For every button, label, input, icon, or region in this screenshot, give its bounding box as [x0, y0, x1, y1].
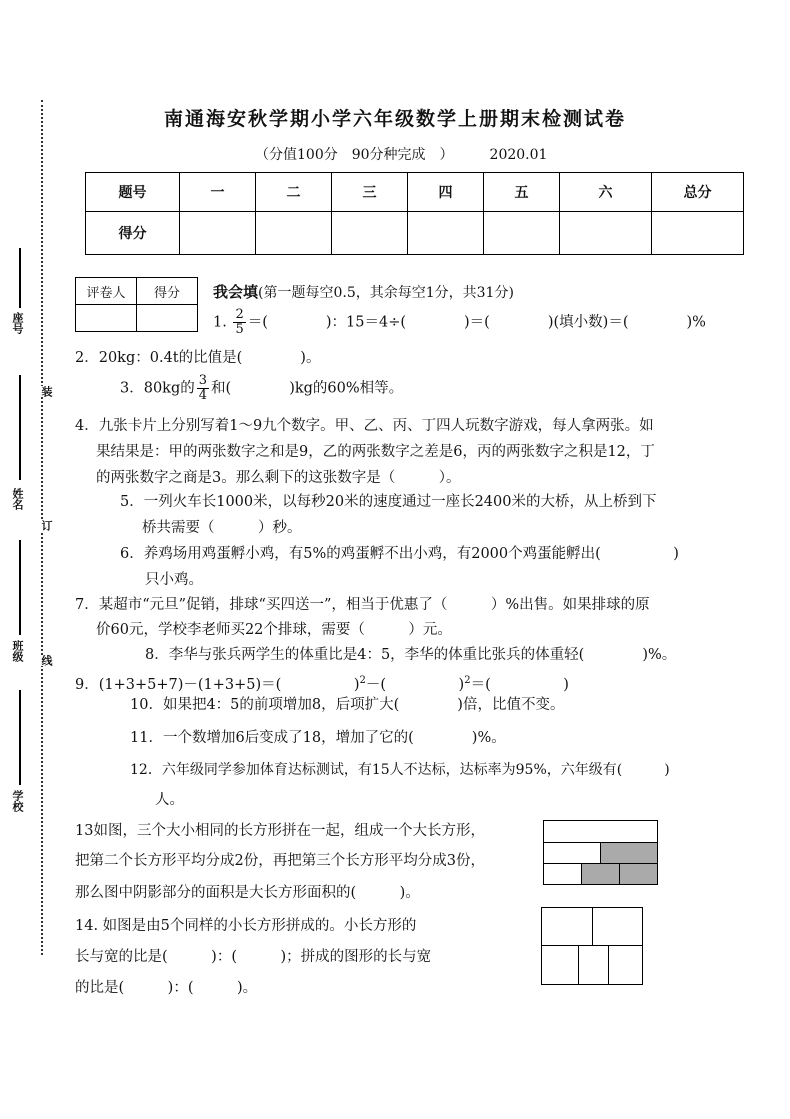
- name-label: 姓名: [11, 488, 24, 510]
- q14-rect-bottom-1: [541, 945, 579, 985]
- question-14-line-1: 14. 如图是由5个同样的小长方形拼成的。小长方形的: [75, 918, 417, 934]
- question-6-line-1: 6．养鸡场用鸡蛋孵小鸡，有5%的鸡蛋孵不出小鸡，有2000个鸡蛋能孵出( ): [120, 546, 679, 562]
- q1-fraction: [233, 308, 245, 337]
- fold-mark-1: 装: [40, 386, 53, 397]
- q9-part-b: －( ): [365, 676, 465, 693]
- score-col-2: 二: [256, 173, 332, 212]
- class-write-line: [19, 540, 21, 635]
- q14-rect-top-right: [592, 907, 643, 946]
- score-table: [85, 172, 744, 255]
- q1-numerator: 2: [235, 307, 244, 322]
- score-cell[interactable]: [408, 212, 484, 255]
- name-write-line: [19, 375, 21, 480]
- q14-rect-top-left: [541, 907, 593, 946]
- q3-numerator: 3: [198, 373, 208, 388]
- q3-fraction: [197, 374, 209, 403]
- question-1: [213, 308, 706, 337]
- question-12-line-2: 人。: [155, 792, 184, 808]
- score-col-4: 四: [408, 173, 484, 212]
- question-13-line-3: 那么图中阴影部分的面积是大长方形面积的( )。: [75, 885, 420, 901]
- q3-text-post: 和( )kg的60%相等。: [211, 380, 404, 397]
- section-note: (第一题每空0.5，其余每空1分，共31分): [258, 285, 514, 301]
- question-14-line-2: 长与宽的比是( )：( )；拼成的图形的长与宽: [75, 949, 432, 965]
- score-header-row: [86, 173, 744, 212]
- exam-date: 2020.01: [489, 147, 548, 163]
- seat-write-line: [19, 248, 21, 308]
- score-col-1: 一: [180, 173, 256, 212]
- q1-text: ＝( )：15＝4÷( )＝( )(填小数)＝( )%: [247, 314, 706, 331]
- grader-reviewer-cell[interactable]: [76, 305, 137, 332]
- question-4-line-3: 的两张数字之商是3。那么剩下的这张数字是（ ）。: [96, 470, 461, 486]
- grader-score-label: 得分: [137, 278, 198, 305]
- q9-part-c: ＝( ): [470, 676, 569, 693]
- score-header-label: 题号: [86, 173, 180, 212]
- q13-rect-2-shaded: [600, 842, 658, 864]
- q9-exponent-1: 2: [359, 675, 366, 686]
- question-4-line-2: 果结果是：甲的两张数字之和是9，乙的两张数字之差是6，丙的两张数字之积是12，丁: [96, 444, 655, 460]
- class-label: 班级: [11, 640, 24, 662]
- question-2: 2．20kg：0.4t的比值是( )。: [75, 350, 321, 366]
- seat-label: 座号: [11, 312, 24, 334]
- section-title: 我会填: [213, 283, 259, 301]
- q14-rectangle-figure: [541, 907, 643, 985]
- question-7-line-1: 7．某超市“元旦”促销，排球“买四送一”，相当于优惠了（ ）%出售。如果排球的原: [75, 597, 650, 613]
- q13-rect-3-left: [543, 863, 582, 885]
- page-title: 南通海安秋学期小学六年级数学上册期末检测试卷: [163, 108, 626, 130]
- score-cell[interactable]: [560, 212, 652, 255]
- score-col-3: 三: [332, 173, 408, 212]
- q13-rect-1: [543, 820, 658, 843]
- q13-rect-3-right-shaded: [619, 863, 658, 885]
- grader-box: [75, 277, 198, 332]
- question-13-line-2: 把第二个长方形平均分成2份，再把第三个长方形平均分成3份，: [75, 853, 485, 869]
- exam-subtitle: [255, 144, 547, 164]
- score-cell[interactable]: [484, 212, 560, 255]
- score-col-5: 五: [484, 173, 560, 212]
- score-col-total: 总分: [652, 173, 744, 212]
- question-5-line-1: 5．一列火车长1000米，以每秒20米的速度通过一座长2400米的大桥，从上桥到下: [120, 494, 657, 510]
- question-4-line-1: 4．九张卡片上分别写着1～9九个数字。甲、乙、丙、丁四人玩数字游戏，每人拿两张。如: [75, 418, 654, 434]
- school-label: 学校: [11, 790, 24, 812]
- q14-rect-bottom-3: [608, 945, 643, 985]
- q3-text-pre: 3．80kg的: [120, 380, 195, 397]
- grader-score-cell[interactable]: [137, 305, 198, 332]
- score-col-6: 六: [560, 173, 652, 212]
- question-3: [120, 374, 403, 403]
- question-12-line-1: 12．六年级同学参加体育达标测试，有15人不达标，达标率为95%，六年级有( ): [130, 762, 670, 778]
- question-14-line-3: 的比是( )：( )。: [75, 980, 258, 996]
- question-7-line-2: 价60元，学校李老师买22个排球，需要（ ）元。: [96, 622, 452, 638]
- school-write-line: [19, 690, 21, 785]
- q1-denominator: 5: [235, 322, 244, 337]
- score-cell[interactable]: [180, 212, 256, 255]
- score-cell[interactable]: [332, 212, 408, 255]
- q13-rectangle-figure: [543, 820, 658, 885]
- question-10: 10．如果把4：5的前项增加8，后项扩大( )倍，比值不变。: [130, 697, 565, 713]
- q9-exponent-2: 2: [464, 675, 471, 686]
- score-row-label: 得分: [86, 212, 180, 255]
- question-13-line-1: 13如图，三个大小相同的长方形拼在一起，组成一个大长方形，: [75, 823, 485, 839]
- exam-info: （分值100分 90分种完成 ）: [255, 147, 454, 163]
- q13-rect-2-left: [543, 842, 601, 864]
- question-5-line-2: 桥共需要（ ）秒。: [142, 520, 302, 536]
- score-cell[interactable]: [652, 212, 744, 255]
- fold-mark-2: 订: [40, 520, 53, 531]
- q13-rect-3-middle-shaded: [581, 863, 620, 885]
- score-value-row: [86, 212, 744, 255]
- q9-part-a: 9．(1+3+5+7)－(1+3+5)＝( ): [75, 676, 360, 693]
- q1-number: 1.: [213, 314, 227, 331]
- section-heading: [213, 281, 514, 302]
- question-8: 8．李华与张兵两学生的体重比是4：5，李华的体重比张兵的体重轻( )%。: [145, 647, 677, 663]
- score-cell[interactable]: [256, 212, 332, 255]
- grader-reviewer-label: 评卷人: [76, 278, 137, 305]
- q14-rect-bottom-2: [578, 945, 609, 985]
- q3-denominator: 4: [198, 388, 208, 403]
- fold-mark-3: 线: [40, 655, 53, 666]
- question-11: 11．一个数增加6后变成了18，增加了它的( )%。: [130, 730, 506, 746]
- question-6-line-2: 只小鸡。: [145, 572, 203, 588]
